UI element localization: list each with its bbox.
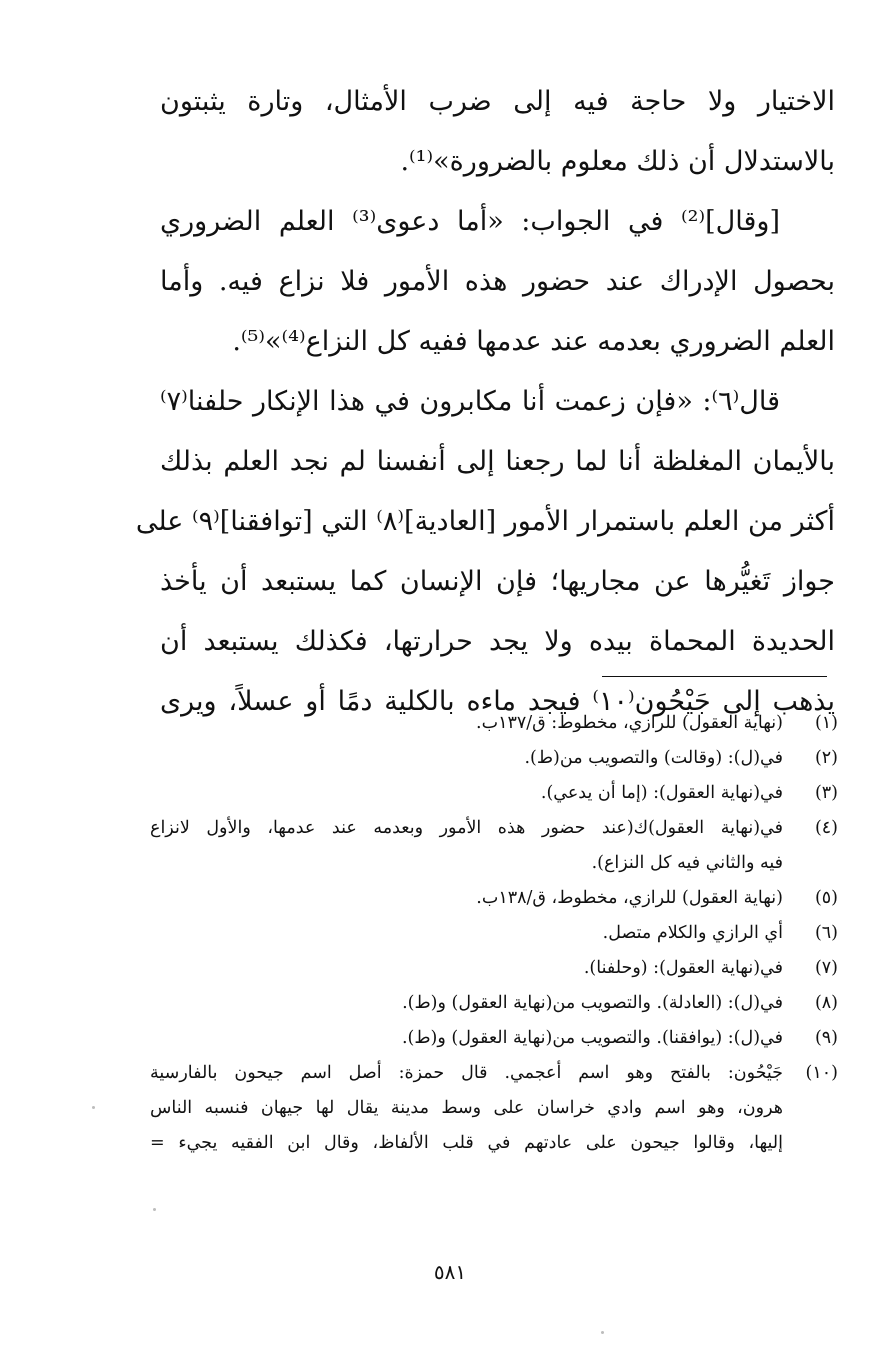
scan-speck [153,1208,156,1211]
footnote-number: (١٠) [805,1063,838,1083]
footnote-number: (٥) [814,888,838,908]
text-line: الاختيار ولا حاجة فيه إلى ضرب الأمثال، وتارة يثبتون [160,86,835,117]
footnotes [150,706,838,1161]
text-line: [وقال]⁽²⁾ في الجواب: «أما دعوى⁽³⁾ العلم الضروري [160,206,780,237]
text-line: أكثر من العلم باستمرار الأمور [العادية]⁽٨⁾ التي [توافقنا]⁽٩⁾ على [135,506,835,537]
footnote [150,1056,838,1161]
footnote-text [150,916,783,951]
footnote-number: (٤) [814,818,838,838]
footnote-line: في(نهاية العقول): (وحلفنا). [583,958,783,978]
main-text [135,72,835,732]
text-line: قال⁽٦⁾: «فإن زعمت أنا مكابرون في هذا الإنكار حلفنا⁽٧⁾ [160,386,780,417]
footnote-line: (نهاية العقول) للرازي، مخطوط: ق/١٣٧ب. [476,713,783,733]
footnote-number: (٩) [814,1028,838,1048]
footnote-text [150,951,783,986]
footnote-text [150,741,783,776]
footnote-line: في(نهاية العقول): (إما أن يدعي). [540,783,783,803]
footnote-number: (٣) [814,783,838,803]
footnote-number: (١) [814,713,838,733]
footnote [150,776,838,811]
text-line: بحصول الإدراك عند حضور هذه الأمور فلا نزاع فيه. وأما [160,266,835,297]
footnote-number: (٢) [814,748,838,768]
text-line: الحديدة المحماة بيده ولا يجد حرارتها، فكذلك يستبعد أن [160,626,835,657]
footnote-line: فيه والثاني فيه كل النزاع). [591,853,783,873]
footnote [150,951,838,986]
footnote [150,881,838,916]
footnote-line: في(ل): (وقالت) والتصويب من(ط). [524,748,783,768]
text-line: يذهب إلى جَيْحُون⁽١٠⁾ فيجد ماءه بالكلية دمًا أو عسلاً، ويرى [160,686,835,717]
footnote-text [150,1056,783,1161]
text-line: بالاستدلال أن ذلك معلوم بالضرورة»⁽¹⁾. [400,146,835,177]
footnote-line: في(ل): (يوافقنا). والتصويب من(نهاية العقول) و(ط). [401,1028,783,1048]
footnote-line: (نهاية العقول) للرازي، مخطوط، ق/١٣٨ب. [476,888,783,908]
footnote-line: إليها، وقالوا جيحون على عادتهم في قلب الألفاظ، وقال ابن الفقيه يجيء = [150,1133,783,1153]
footnote-number: (٧) [814,958,838,978]
page-number: ٥٨١ [433,1260,467,1284]
footnote-separator [602,676,827,677]
footnote [150,741,838,776]
footnote-text [150,1021,783,1056]
footnote-text [150,706,783,741]
footnote [150,706,838,741]
footnote-text [150,811,783,881]
footnote [150,986,838,1021]
footnote-text [150,881,783,916]
footnote-text [150,986,783,1021]
footnote-line: في(ل): (العادلة). والتصويب من(نهاية العقول) و(ط). [402,993,783,1013]
footnote [150,811,838,881]
footnote-line: في(نهاية العقول)ك(عند حضور هذه الأمور وبعدمه عند عدمها، والأول لانزاع [150,818,783,838]
footnote [150,1021,838,1056]
text-line: العلم الضروري بعدمه عند عدمها ففيه كل النزاع⁽⁴⁾»⁽⁵⁾. [232,326,835,357]
scan-speck [92,1106,95,1109]
footnote-number: (٦) [814,923,838,943]
footnote [150,916,838,951]
text-line: بالأيمان المغلظة أنا لما رجعنا إلى أنفسنا لم نجد العلم بذلك [160,446,835,477]
footnote-line: هرون، وهو اسم وادي خراسان على وسط مدينة يقال لها جيهان فنسبه الناس [150,1098,783,1118]
text-line: جواز تَغيُّرها عن مجاريها؛ فإن الإنسان كما يستبعد أن يأخذ [160,566,835,597]
footnote-number: (٨) [814,993,838,1013]
footnote-text [150,776,783,811]
footnote-line: جَيْحُون: بالفتح وهو اسم أعجمي. قال حمزة: أصل اسم جيحون بالفارسية [150,1063,783,1083]
footnote-line: أي الرازي والكلام متصل. [602,923,783,943]
scan-speck [601,1331,604,1334]
